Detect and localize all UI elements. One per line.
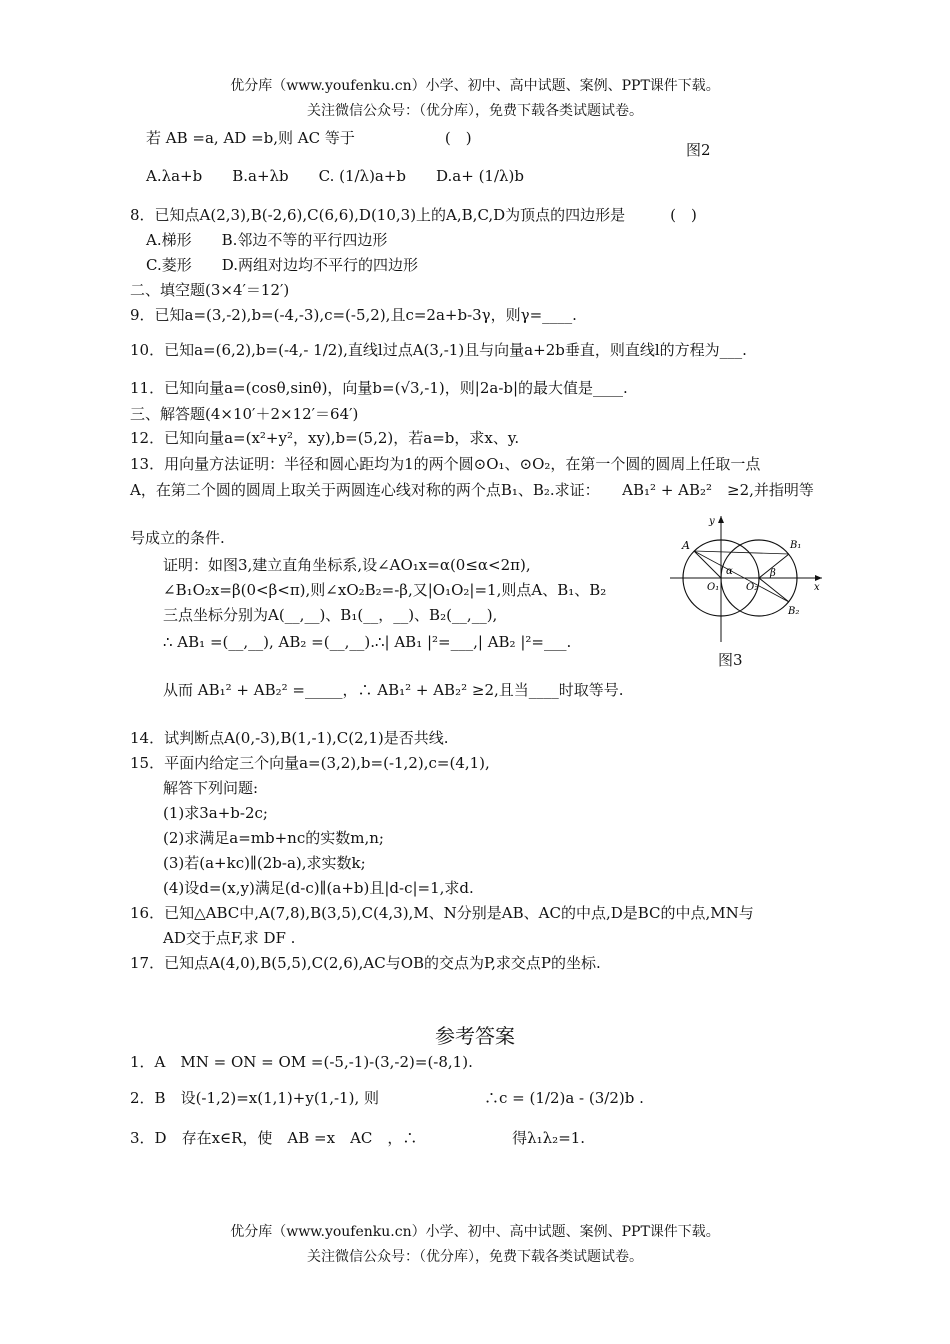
q13-line-2: A，在第二个圆的圆周上取关于两圆连心线对称的两个点B₁、B₂.求证： AB₁² + AB₂² ≥2,并指明等 [130,481,814,499]
q16-line-2: AD交于点F,求 DF . [163,929,296,947]
proof-line-5: 从而 AB₁² + AB₂² =_____，∴ AB₁² + AB₂² ≥2,且当____时取等号. [163,681,624,699]
section-3-heading: 三、解答题(4×10′＋2×12′＝64′) [130,405,359,423]
proof-line-1: 证明：如图3,建立直角坐标系,设∠AO₁x=α(0≤α<2π), [163,556,531,574]
header-line-1: 优分库（www.youfenku.cn）小学、初中、高中试题、案例、PPT课件下载。 [230,78,720,94]
figure-2-label: 图2 [686,141,711,159]
label-o2: O₂ [746,582,759,593]
segment-o2-b2 [759,578,789,602]
label-y: y [709,516,715,527]
label-alpha: α [726,566,733,577]
x-axis-arrow [815,575,822,581]
q16-line-1: 16．已知△ABC中,A(7,8),B(3,5),C(4,3),M、N分别是AB、AC的中点,D是BC的中点,MN与 [130,904,754,922]
label-b2: B₂ [788,606,800,617]
y-axis-arrow [718,516,724,523]
q13-line-1: 13．用向量方法证明：半径和圆心距均为1的两个圆⊙O₁、⊙O₂，在第一个圆的圆周上任取一点 [130,455,761,473]
q10: 10．已知a=(6,2),b=(-4,- 1/2),直线l过点A(3,-1)且与向量a+2b垂直，则直线l的方程为___. [130,341,747,359]
q15-part-4: (4)设d=(x,y)满足(d-c)∥(a+b)且|d-c|=1,求d. [163,879,474,897]
q17: 17．已知点A(4,0),B(5,5),C(2,6),AC与OB的交点为P,求交点P的坐标. [130,954,601,972]
q15-part-2: (2)求满足a=mb+nc的实数m,n; [163,829,384,847]
figure-3-diagram [662,508,832,650]
q14: 14．试判断点A(0,-3),B(1,-1),C(2,1)是否共线. [130,729,449,747]
q15-intro: 解答下列问题: [163,779,259,797]
figure-3-label: 图3 [718,651,743,669]
segment-a-b1 [694,551,789,554]
label-o1: O₁ [707,582,720,593]
q7-stem: 若 AB =a, AD =b,则 AC 等于 ( ) [146,129,472,147]
footer-line-1: 优分库（www.youfenku.cn）小学、初中、高中试题、案例、PPT课件下载。 [230,1224,720,1240]
answer-3: 3．D 存在x∈R，使 AB =x AC ，∴ 得λ₁λ₂=1. [130,1129,586,1147]
q11: 11．已知向量a=(cosθ,sinθ)，向量b=(√3,-1)，则|2a-b|的最大值是____. [130,379,628,397]
header-line-2: 关注微信公众号：（优分库），免费下载各类试题试卷。 [307,103,643,119]
footer-line-2: 关注微信公众号：（优分库），免费下载各类试题试卷。 [307,1249,643,1265]
q9: 9．已知a=(3,-2),b=(-4,-3),c=(-5,2),且c=2a+b-3γ，则γ=____. [130,306,577,324]
q15-part-1: (1)求3a+b-2c; [163,804,268,822]
q7-options: A.λa+b B.a+λb C. (1/λ)a+b D.a+ (1/λ)b [146,167,524,185]
answer-1: 1．A MN = ON = OM =(-5,-1)-(3,-2)=(-8,1). [130,1053,473,1071]
q13-line-3: 号成立的条件. [130,529,225,547]
answer-title: 参考答案 [435,1024,515,1048]
label-a: A [682,539,690,552]
label-x: x [814,582,820,593]
segment-o1-a [694,551,721,578]
q15-part-3: (3)若(a+kc)∥(2b-a),求实数k; [163,854,366,872]
q15-stem: 15．平面内给定三个向量a=(3,2),b=(-1,2),c=(4,1), [130,754,490,772]
proof-line-4: ∴ AB₁ =(__,__), AB₂ =(__,__).∴| AB₁ |²=___,| AB₂ |²=___. [163,633,572,651]
proof-line-2: ∠B₁O₂x=β(0<β<π),则∠xO₂B₂=-β,又|O₁O₂|=1,则点A、B₁、B₂ [163,581,607,599]
label-beta: β [770,568,776,579]
answer-2: 2．B 设(-1,2)=x(1,1)+y(1,-1), 则 ∴c = (1/2)a - (3/2)b . [130,1089,644,1107]
q12: 12．已知向量a=(x²+y²，xy),b=(5,2)，若a=b，求x、y. [130,429,520,447]
section-2-heading: 二、填空题(3×4′＝12′) [130,281,290,299]
q8-options-ab: A.梯形 B.邻边不等的平行四边形 [146,231,388,249]
q8-stem: 8．已知点A(2,3),B(-2,6),C(6,6),D(10,3)上的A,B,C,D为顶点的四边形是 ( ) [130,206,697,224]
label-b1: B₁ [790,540,802,551]
q8-options-cd: C.菱形 D.两组对边均不平行的四边形 [146,256,418,274]
proof-line-3: 三点坐标分别为A(__,__)、B₁(__，__)、B₂(__,__), [163,606,498,624]
